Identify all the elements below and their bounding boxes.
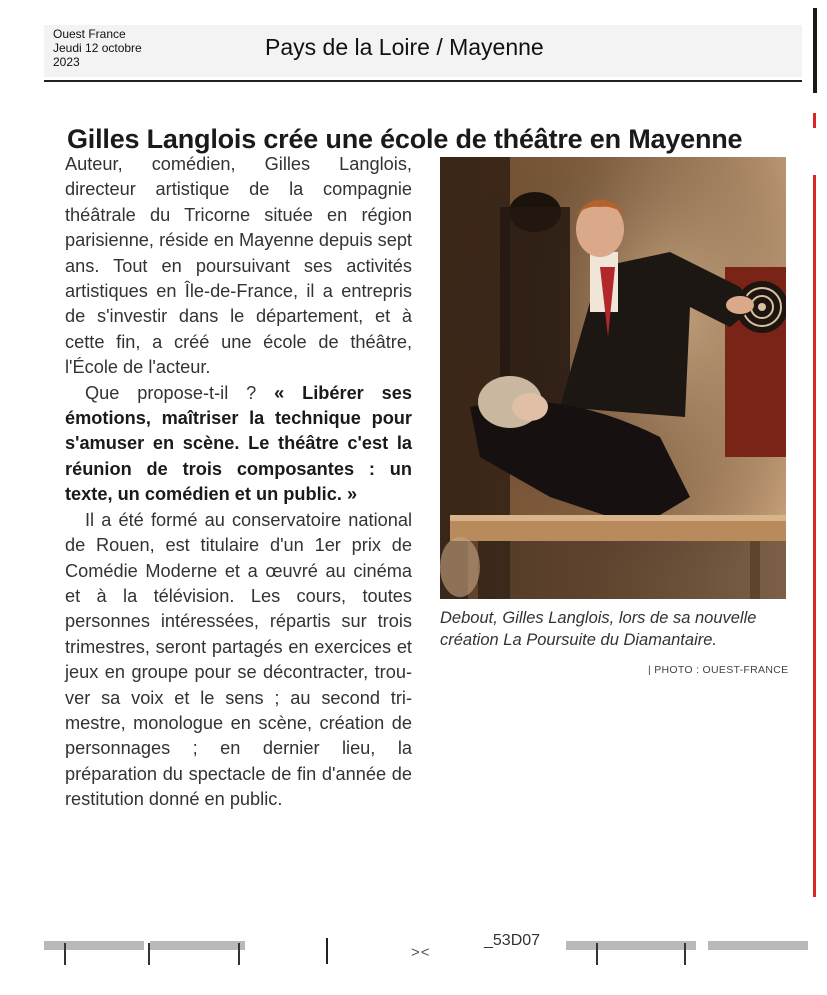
paragraph-details: Il a été formé au conservatoire national de Rouen, est titulaire d'un 1er prix de Comédie Moderne et a œuvré au cinéma et à la télévision. Les cours, toutes personnes intéressées, répartis sur trois trimestres, seront partagés en exercices et jeux en groupe pour se décontracter, trouver sa voix et le sens ; au second trimestre, monologue en scène, création de personnages ; en dernier lieu, la préparation du spectacle de fin d'année de restitution donné en public. bbox=[65, 509, 412, 810]
paragraph-intro: Auteur, comédien, Gilles Langlois, directeur artistique de la compagnie théâtrale du Tricorne située en région parisienne, réside en Mayenne depuis sept ans. Tout en poursuivant ses activités artistiques en Île-de-France, il a entrepris de s'investir dans le département, et à cette fin, a créé une école de théâtre, l'École de l'acteur. bbox=[65, 154, 412, 378]
edge-mark-black bbox=[813, 8, 817, 93]
header-divider bbox=[44, 80, 802, 82]
torn-edge-left-2 bbox=[150, 941, 245, 950]
article-body bbox=[65, 152, 412, 813]
photo-caption: Debout, Gilles Langlois, lors de sa nouvelle création La Poursuite du Diamantaire. bbox=[440, 609, 757, 649]
publication-date: Jeudi 12 octobre bbox=[53, 41, 142, 55]
section-title: Pays de la Loire / Mayenne bbox=[265, 34, 544, 60]
edge-mark-red-long bbox=[813, 175, 816, 897]
quote-lead: Que propose-t-il ? bbox=[85, 382, 275, 403]
torn-edge-left bbox=[44, 941, 144, 950]
article-photo bbox=[440, 157, 786, 599]
torn-edge-right bbox=[566, 941, 696, 950]
page-code: _53D07 bbox=[484, 932, 541, 949]
scan-artifact bbox=[326, 938, 328, 964]
publication-info bbox=[53, 27, 142, 69]
cut-mark: >< bbox=[411, 944, 431, 961]
publication-name: Ouest France bbox=[53, 27, 126, 41]
paragraph-quote bbox=[65, 381, 412, 508]
photo-credit: | PHOTO : OUEST-FRANCE bbox=[648, 664, 789, 676]
quote-text: « Libérer ses émotions, maîtriser la technique pour s'amuser en scène. Le théâtre c'est la réunion de trois composantes : un texte, un comédien et un public. » bbox=[65, 382, 412, 505]
page-edge-strip bbox=[811, 0, 827, 995]
torn-edge-right-2 bbox=[708, 941, 808, 950]
edge-mark-red-short bbox=[813, 113, 816, 128]
publication-year: 2023 bbox=[53, 55, 80, 69]
article-headline: Gilles Langlois crée une école de théâtre en Mayenne bbox=[67, 124, 743, 155]
theatre-scene-image bbox=[440, 157, 786, 599]
